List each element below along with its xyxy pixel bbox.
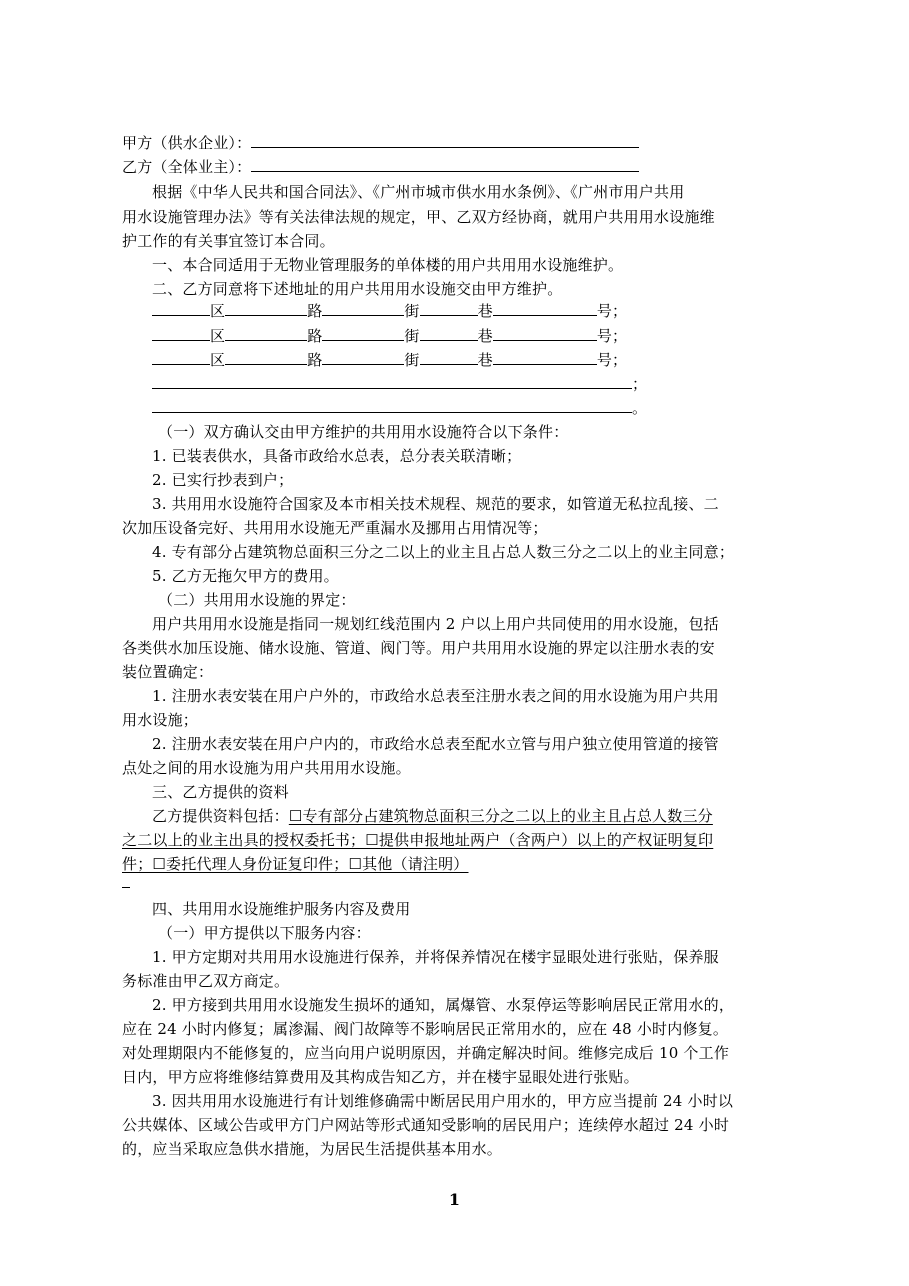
number-blank[interactable]	[493, 349, 597, 365]
definition-line: 用户共用用水设施是指同一规划红线范围内 2 户以上用户共同使用的用水设施，包括	[152, 615, 719, 633]
party-a-label: 甲方（供水企业）：	[122, 134, 252, 152]
street-label: 街	[404, 351, 420, 369]
road-label: 路	[307, 302, 323, 320]
text-cursor-mark	[122, 887, 130, 888]
district-blank[interactable]	[152, 325, 210, 341]
lane-blank[interactable]	[420, 349, 478, 365]
street-label: 街	[404, 302, 420, 320]
number-label: 号；	[596, 327, 628, 345]
clause-4: 四、共用用水设施维护服务内容及费用	[152, 900, 411, 918]
street-label: 街	[404, 327, 420, 345]
conditions-title: （一）双方确认交由甲方维护的共用用水设施符合以下条件：	[158, 423, 569, 441]
page-number: 1	[448, 1190, 461, 1209]
lane-label: 巷	[477, 351, 493, 369]
number-blank[interactable]	[493, 300, 597, 316]
definition-line: 各类供水加压设施、储水设施、管道、阀门等。用户共用用水设施的界定以注册水表的安	[122, 639, 715, 657]
address-row	[152, 299, 627, 323]
road-blank[interactable]	[225, 325, 307, 341]
address-row	[152, 348, 627, 372]
district-blank[interactable]	[152, 300, 210, 316]
condition-item: 5. 乙方无拖欠甲方的费用。	[152, 567, 339, 585]
lane-label: 巷	[477, 327, 493, 345]
road-label: 路	[307, 351, 323, 369]
materials-row	[152, 804, 713, 828]
district-blank[interactable]	[152, 349, 210, 365]
materials-lead: 乙方提供资料包括：	[152, 807, 289, 825]
condition-item: 2. 已实行抄表到户；	[152, 471, 294, 489]
definition-line: 点处之间的用水设施为用户共用用水设施。	[122, 759, 411, 777]
materials-line[interactable]: 件；☐委托代理人身份证复印件；☐其他（请注明）	[122, 855, 469, 873]
service-line: 务标准由甲乙双方商定。	[122, 972, 290, 990]
clause-3: 三、乙方提供的资料	[152, 783, 289, 801]
definition-line: 1. 注册水表安装在用户户外的，市政给水总表至注册水表之间的用水设施为用户共用	[152, 687, 719, 705]
row-end-mark: ；	[632, 375, 648, 393]
condition-item: 次加压设备完好、共用用水设施无严重漏水及挪用占用情况等；	[122, 519, 548, 537]
condition-item: 1. 已装表供水，具备市政给水总表，总分表关联清晰；	[152, 447, 522, 465]
service-line: 应在 24 小时内修复；属渗漏、阀门故障等不影响居民正常用水的，应在 48 小时内修复。	[122, 1020, 729, 1038]
definition-title: （二）共用用水设施的界定：	[158, 591, 356, 609]
party-b-row	[122, 155, 639, 179]
preamble-line: 护工作的有关事宜签订本合同。	[122, 232, 335, 250]
road-blank[interactable]	[225, 349, 307, 365]
service-line: 的，应当采取应急供水措施，为居民生活提供基本用水。	[122, 1140, 503, 1158]
row-end-mark: 。	[632, 399, 648, 417]
materials-line[interactable]: ☐专有部分占建筑物总面积三分之二以上的业主且占总人数三分	[288, 807, 713, 825]
number-label: 号；	[596, 302, 628, 320]
street-blank[interactable]	[322, 349, 404, 365]
preamble-line: 用水设施管理办法》等有关法律法规的规定，甲、乙双方经协商，就用户共用用水设施维	[122, 208, 715, 226]
road-label: 路	[307, 327, 323, 345]
condition-item: 3. 共用用水设施符合国家及本市相关技术规程、规范的要求，如管道无私拉乱接、二	[152, 495, 719, 513]
party-a-blank[interactable]	[251, 132, 639, 148]
condition-item: 4. 专有部分占建筑物总面积三分之二以上的业主且占总人数三分之二以上的业主同意；	[152, 543, 735, 561]
services-title: （一）甲方提供以下服务内容：	[158, 924, 371, 942]
address-free-blank[interactable]	[152, 397, 632, 413]
party-b-blank[interactable]	[251, 156, 639, 172]
address-free-blank[interactable]	[152, 373, 632, 389]
service-line: 2. 甲方接到共用用水设施发生损坏的通知，属爆管、水泵停运等影响居民正常用水的，	[152, 996, 735, 1014]
address-free-row	[152, 396, 647, 420]
party-b-label: 乙方（全体业主）：	[122, 158, 252, 176]
definition-line: 用水设施；	[122, 711, 199, 729]
address-row	[152, 324, 627, 348]
address-free-row	[152, 372, 647, 396]
clause-1: 一、本合同适用于无物业管理服务的单体楼的用户共用用水设施维护。	[152, 256, 624, 274]
lane-blank[interactable]	[420, 325, 478, 341]
street-blank[interactable]	[322, 325, 404, 341]
definition-line: 2. 注册水表安装在用户户内的，市政给水总表至配水立管与用户独立使用管道的接管	[152, 735, 719, 753]
lane-label: 巷	[477, 302, 493, 320]
road-blank[interactable]	[225, 300, 307, 316]
district-label: 区	[210, 302, 226, 320]
number-label: 号；	[596, 351, 628, 369]
district-label: 区	[210, 351, 226, 369]
preamble-line: 根据《中华人民共和国合同法》、《广州市城市供水用水条例》、《广州市用户共用	[152, 183, 685, 201]
district-label: 区	[210, 327, 226, 345]
party-a-row	[122, 131, 639, 155]
materials-line[interactable]: 之二以上的业主出具的授权委托书；☐提供申报地址两户（含两户）以上的产权证明复印	[122, 831, 714, 849]
service-line: 1. 甲方定期对共用用水设施进行保养，并将保养情况在楼宇显眼处进行张贴，保养服	[152, 948, 719, 966]
lane-blank[interactable]	[420, 300, 478, 316]
service-line: 公共媒体、区域公告或甲方门户网站等形式通知受影响的居民用户；连续停水超过 24 小时	[122, 1116, 730, 1134]
clause-2: 二、乙方同意将下述地址的用户共用用水设施交由甲方维护。	[152, 280, 563, 298]
number-blank[interactable]	[493, 325, 597, 341]
street-blank[interactable]	[322, 300, 404, 316]
definition-line: 装位置确定：	[122, 663, 214, 681]
service-line: 对处理期限内不能修复的，应当向用户说明原因，并确定解决时间。维修完成后 10 个工作	[122, 1044, 730, 1062]
service-line: 3. 因共用用水设施进行有计划维修确需中断居民用户用水的，甲方应当提前 24 小时以	[152, 1092, 734, 1110]
service-line: 日内，甲方应将维修结算费用及其构成告知乙方，并在楼宇显眼处进行张贴。	[122, 1068, 639, 1086]
